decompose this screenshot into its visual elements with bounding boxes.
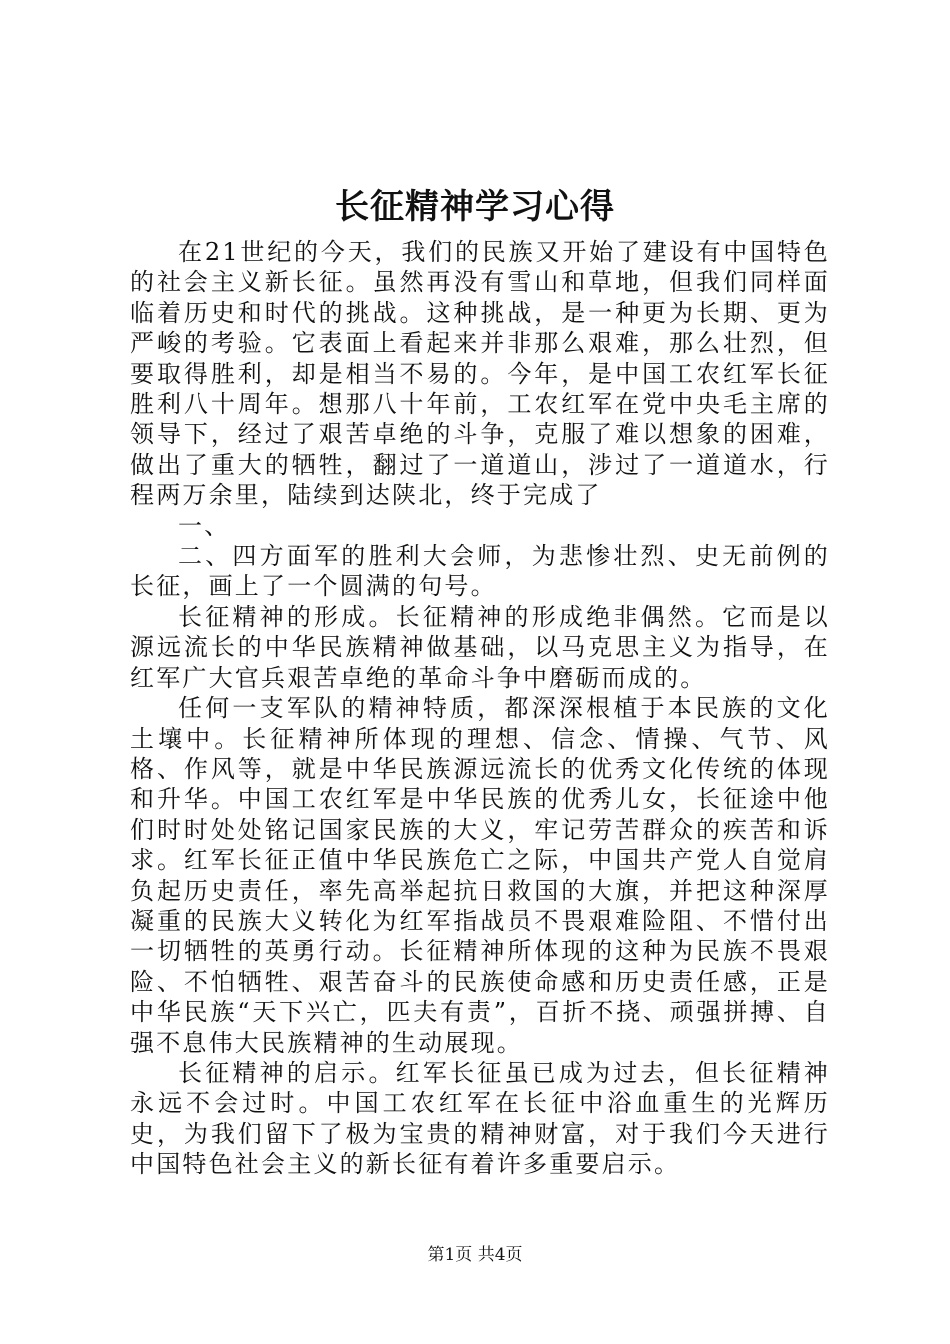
paragraph-list-marker: 一、 [178,511,231,540]
paragraph-formation: 长征精神的形成。长征精神的形成绝非偶然。它而是以源远流长的中华民族精神做基础，以马克思主义为指导，在红军广大官兵艰苦卓绝的革命斗争中磨砺而成的。 [130,602,830,692]
paragraph-reunion: 二、四方面军的胜利大会师，为悲惨壮烈、史无前例的长征，画上了一个圆满的句号。 [130,542,830,601]
paragraph-intro: 在21世纪的今天，我们的民族又开始了建设有中国特色的社会主义新长征。虽然再没有雪山和草地，但我们同样面临着历史和时代的挑战。这种挑战，是一种更为长期、更为严峻的考验。它表面上看起来并非那么艰难，那么壮烈，但要取得胜利，却是相当不易的。今年，是中国工农红军长征胜利八十周年。想那八十年前，工农红军在党中央毛主席的领导下，经过了艰苦卓绝的斗争，克服了难以想象的困难，做出了重大的牺牲，翻过了一道道山，涉过了一道道水，行程两万余里，陆续到达陕北，终于完成了 [130,238,830,510]
paragraph-inspiration: 长征精神的启示。红军长征虽已成为过去，但长征精神永远不会过时。中国工农红军在长征中浴血重生的光辉历史，为我们留下了极为宝贵的精神财富，对于我们今天进行中国特色社会主义的新长征有着许多重要启示。 [130,1058,830,1179]
document-title: 长征精神学习心得 [335,187,615,227]
document-body [130,237,830,1180]
page-footer: 第1页 共4页 [427,1245,523,1265]
paragraph-culture: 任何一支军队的精神特质，都深深根植于本民族的文化土壤中。长征精神所体现的理想、信念、情操、气节、风格、作风等，就是中华民族源远流长的优秀文化传统的体现和升华。中国工农红军是中华民族的优秀儿女，长征途中他们时时处处铭记国家民族的大义，牢记劳苦群众的疾苦和诉求。红军长征正值中华民族危亡之际，中国共产党人自觉肩负起历史责任，率先高举起抗日救国的大旗，并把这种深厚凝重的民族大义转化为红军指战员不畏艰难险阻、不惜付出一切牺牲的英勇行动。长征精神所体现的这种为民族不畏艰险、不怕牺牲、艰苦奋斗的民族使命感和历史责任感，正是中华民族“天下兴亡，匹夫有责”，百折不挠、顽强拼搏、自强不息伟大民族精神的生动展现。 [130,694,830,1057]
